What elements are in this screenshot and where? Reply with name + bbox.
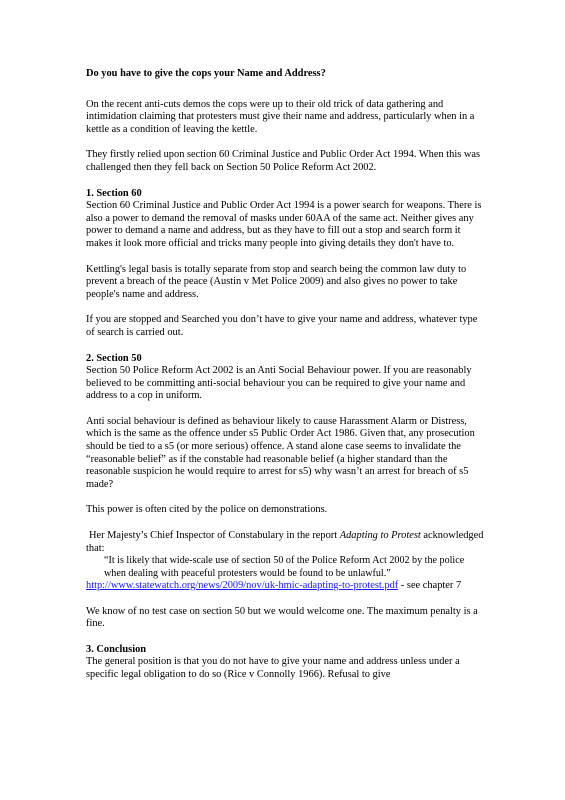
section-50: [86, 353, 484, 403]
section-60: [86, 188, 484, 251]
hmic-intro-suffix: acknowledged that:: [86, 530, 484, 554]
intro-paragraph-2: They firstly relied upon section 60 Criminal Justice and Public Order Act 1994. When this was challenged then they fell back on Section 50 Police Reform Act 2002.: [86, 149, 481, 173]
demonstrations-paragraph: This power is often cited by the police on demonstrations.: [86, 504, 328, 516]
conclusion-body: The general position is that you do not have to give your name and address unless under a specific legal obligation to do so (Rice v Connolly 1966). Refusal to give: [86, 656, 460, 680]
kettling-paragraph: Kettling's legal basis is totally separate from stop and search being the common law duty to prevent a breach of the peace (Austin v Met Police 2009) and also gives no power to take people's name and address.: [86, 263, 467, 300]
hmic-intro-text: Her Majesty’s Chief Inspector of Constabulary in the report: [89, 530, 340, 542]
anti-social-paragraph: Anti social behaviour is defined as behaviour likely to cause Harassment Alarm or Distress, which is the same as the offence under s5 Public Order Act 1986. Given that, any prosecution should be tied to a s5 (or more serious) offence. A stand alone case seems to invalidate the “reasonable belief” as if the constable had reasonable belief (a higher standard than the reasonable suspicion he would require to arrest for s5) why wasn’t an arrest for breach of s5 made?: [86, 415, 475, 490]
hmic-quote-block: [86, 530, 484, 593]
hmic-quote: “It is likely that wide-scale use of section 50 of the Police Reform Act 2002 by the police when dealing with peaceful protesters would be found to be unlawful.”: [104, 555, 465, 579]
document-page: [86, 68, 484, 695]
section-50-body: Section 50 Police Reform Act 2002 is an Anti Social Behaviour power. If you are reasonably believed to be committing anti-social behaviour you can be required to give your name and address to a cop in uniform.: [86, 365, 472, 402]
section-conclusion: [86, 644, 484, 682]
stop-search-paragraph: If you are stopped and Searched you don’t have to give your name and address, whatever type of search is carried out.: [86, 314, 478, 338]
section-60-heading: 1. Section 60: [86, 187, 142, 199]
document-title: Do you have to give the cops your Name and Address?: [86, 68, 326, 79]
statewatch-link[interactable]: http://www.statewatch.org/news/2009/nov/uk-hmic-adapting-to-protest.pdf: [86, 580, 399, 592]
section-50-heading: 2. Section 50: [86, 352, 142, 364]
conclusion-heading: 3. Conclusion: [86, 643, 147, 655]
link-suffix: - see chapter 7: [398, 580, 462, 592]
test-case-paragraph: We know of no test case on section 50 but we would welcome one. The maximum penalty is a fine.: [86, 605, 478, 630]
section-60-body: Section 60 Criminal Justice and Public Order Act 1994 is a power search for weapons. There is also a power to demand the removal of masks under 60AA of the same act. Neither gives any power to demand a name and address, but as they have to fill out a stop and search form it makes it look more official and tricks many people into giving details they don't have to.: [86, 200, 482, 249]
intro-paragraph-1: On the recent anti-cuts demos the cops were up to their old trick of data gathering and intimidation claiming that protesters must give their name and address, particularly when in a kettle as a condition of leaving the kettle.: [86, 98, 475, 135]
report-title: Adapting to Protest: [339, 530, 421, 542]
